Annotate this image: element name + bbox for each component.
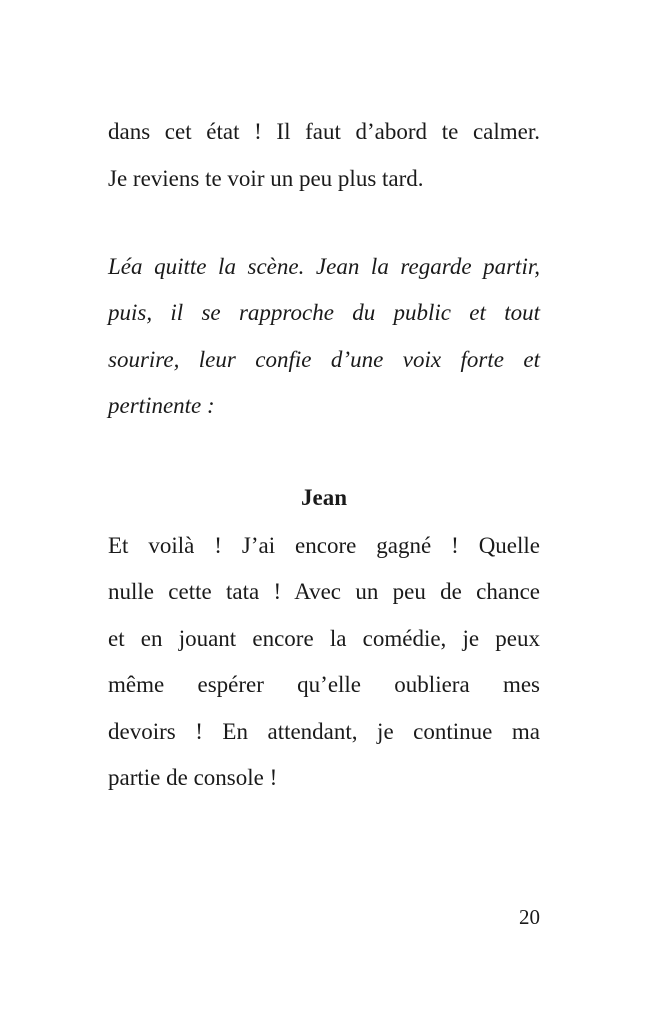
stage-direction-line: sourire, leur confie d’une voix forte et	[108, 347, 540, 372]
dialogue-line: nulle cette tata ! Avec un peu de chance	[108, 579, 540, 604]
page-number: 20	[519, 905, 540, 929]
dialogue-line: et en jouant encore la comédie, je peux	[108, 626, 540, 651]
dialogue-line: même espérer qu’elle oubliera mes	[108, 672, 540, 697]
text-line: Je reviens te voir un peu plus tard.	[108, 166, 424, 191]
dialogue-line: Et voilà ! J’ai encore gagné ! Quelle	[108, 533, 540, 558]
text-line: dans cet état ! Il faut d’abord te calmer.	[108, 119, 540, 144]
stage-direction-line: pertinente :	[108, 393, 215, 418]
stage-direction-line: puis, il se rapproche du public et tout	[108, 300, 540, 325]
dialogue-line: devoirs ! En attendant, je continue ma	[108, 719, 540, 744]
stage-direction-line: Léa quitte la scène. Jean la regarde partir,	[108, 254, 540, 279]
speaker-name: Jean	[301, 485, 347, 510]
dialogue-line: partie de console !	[108, 765, 278, 790]
